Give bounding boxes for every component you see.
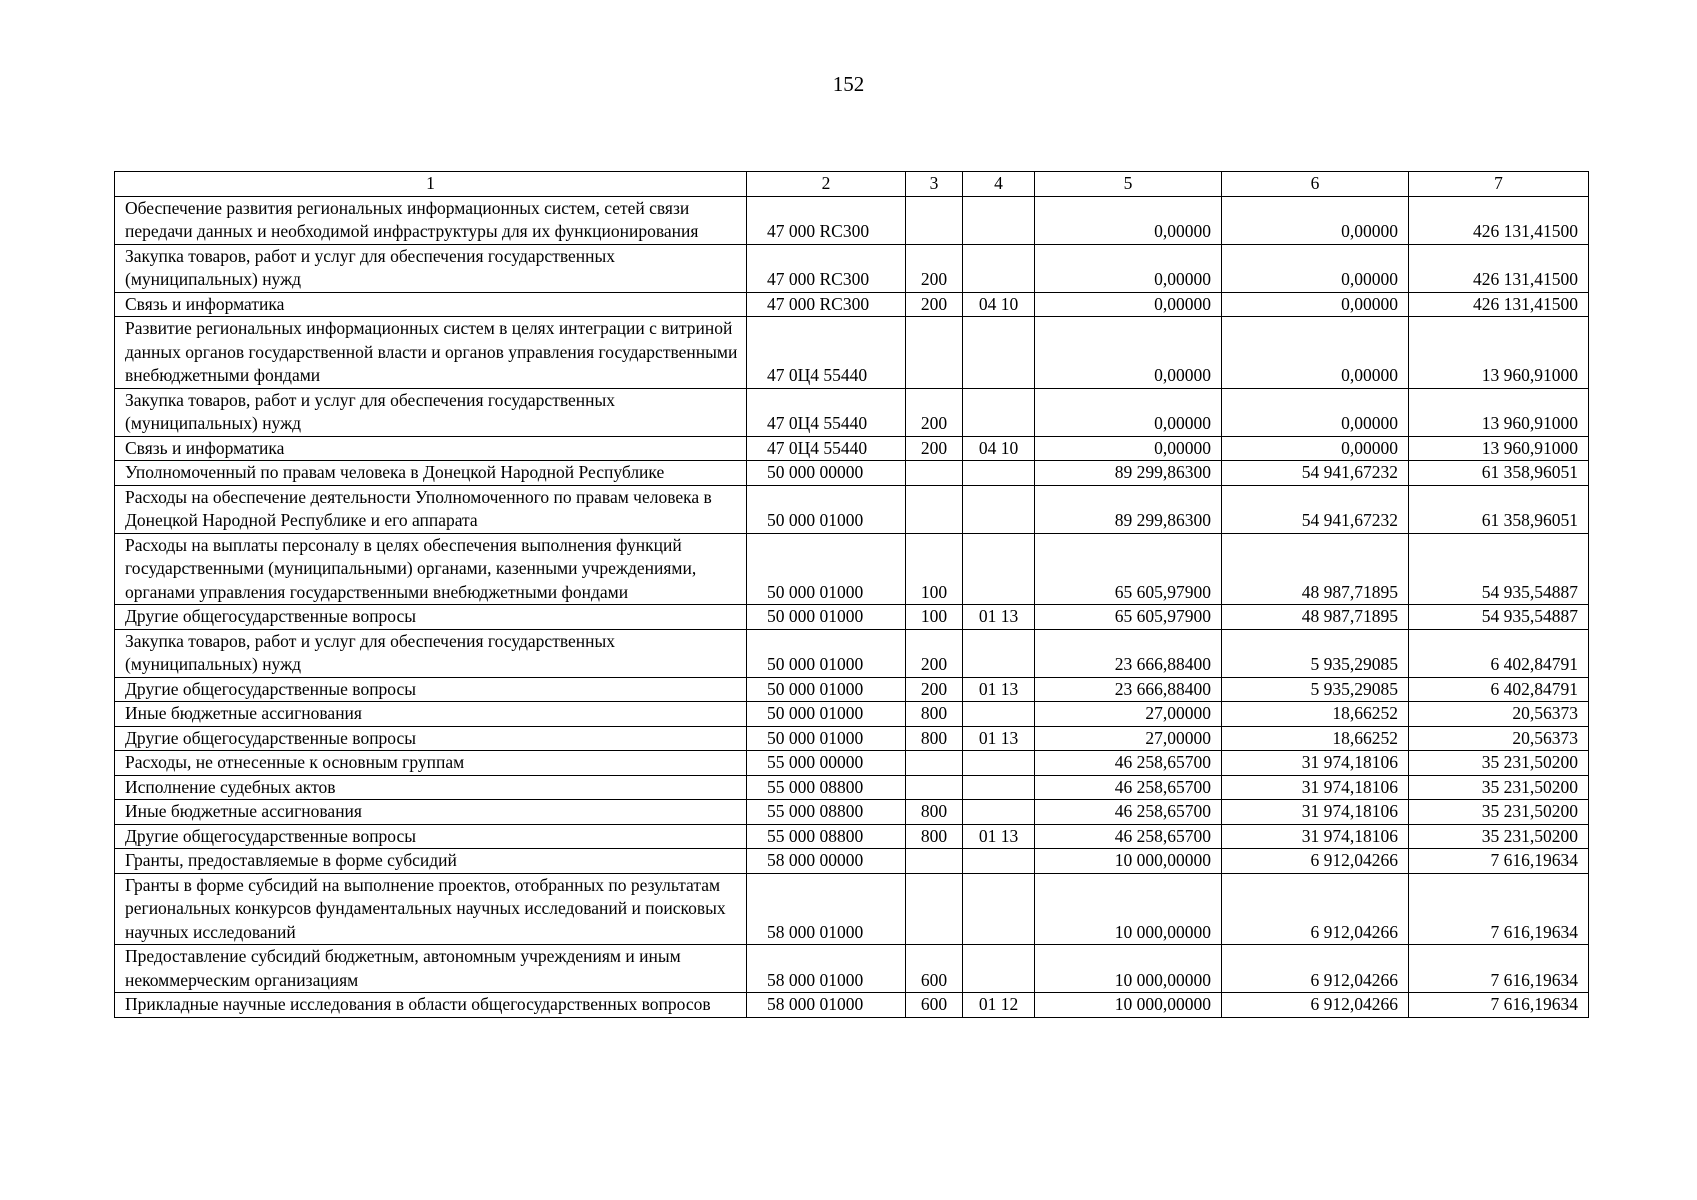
row-name-cell: Обеспечение развития региональных информационных систем, сетей связи передачи данных и необходимой инфраструктуры для их функционирования <box>115 196 747 244</box>
amount-col7-cell: 7 616,19634 <box>1409 945 1589 993</box>
budget-table <box>114 171 1589 1018</box>
amount-col7-cell: 35 231,50200 <box>1409 800 1589 825</box>
expense-type-cell <box>906 485 963 533</box>
section-code-cell <box>963 196 1035 244</box>
target-code-cell: 47 0Ц4 55440 <box>747 317 906 389</box>
expense-type-cell <box>906 317 963 389</box>
target-code-cell: 55 000 00000 <box>747 751 906 776</box>
table-row <box>115 605 1589 630</box>
amount-col6-cell: 54 941,67232 <box>1222 461 1409 486</box>
amount-col7-cell: 6 402,84791 <box>1409 629 1589 677</box>
table-row <box>115 873 1589 945</box>
section-code-cell: 01 13 <box>963 726 1035 751</box>
section-code-cell: 01 12 <box>963 993 1035 1018</box>
column-header-5: 5 <box>1035 172 1222 197</box>
amount-col6-cell: 31 974,18106 <box>1222 800 1409 825</box>
table-row <box>115 485 1589 533</box>
target-code-cell: 47 0Ц4 55440 <box>747 388 906 436</box>
amount-col5-cell: 10 000,00000 <box>1035 849 1222 874</box>
expense-type-cell: 800 <box>906 702 963 727</box>
amount-col5-cell: 10 000,00000 <box>1035 873 1222 945</box>
table-row <box>115 702 1589 727</box>
amount-col6-cell: 5 935,29085 <box>1222 629 1409 677</box>
section-code-cell <box>963 485 1035 533</box>
section-code-cell: 01 13 <box>963 677 1035 702</box>
row-name-cell: Исполнение судебных актов <box>115 775 747 800</box>
row-name-cell: Другие общегосударственные вопросы <box>115 726 747 751</box>
table-row <box>115 800 1589 825</box>
amount-col7-cell: 13 960,91000 <box>1409 388 1589 436</box>
column-header-7: 7 <box>1409 172 1589 197</box>
target-code-cell: 50 000 01000 <box>747 677 906 702</box>
amount-col6-cell: 48 987,71895 <box>1222 533 1409 605</box>
expense-type-cell: 200 <box>906 436 963 461</box>
amount-col7-cell: 20,56373 <box>1409 702 1589 727</box>
amount-col7-cell: 7 616,19634 <box>1409 993 1589 1018</box>
amount-col6-cell: 0,00000 <box>1222 317 1409 389</box>
section-code-cell <box>963 533 1035 605</box>
row-name-cell: Прикладные научные исследования в области общегосударственных вопросов <box>115 993 747 1018</box>
target-code-cell: 47 0Ц4 55440 <box>747 436 906 461</box>
expense-type-cell: 800 <box>906 726 963 751</box>
amount-col7-cell: 61 358,96051 <box>1409 461 1589 486</box>
row-name-cell: Уполномоченный по правам человека в Донецкой Народной Республике <box>115 461 747 486</box>
expense-type-cell <box>906 751 963 776</box>
section-code-cell <box>963 800 1035 825</box>
row-name-cell: Связь и информатика <box>115 436 747 461</box>
row-name-cell: Закупка товаров, работ и услуг для обеспечения государственных (муниципальных) нужд <box>115 244 747 292</box>
amount-col5-cell: 23 666,88400 <box>1035 677 1222 702</box>
target-code-cell: 47 000 RC300 <box>747 196 906 244</box>
amount-col6-cell: 31 974,18106 <box>1222 824 1409 849</box>
amount-col5-cell: 27,00000 <box>1035 702 1222 727</box>
section-code-cell <box>963 702 1035 727</box>
amount-col5-cell: 65 605,97900 <box>1035 605 1222 630</box>
amount-col5-cell: 10 000,00000 <box>1035 945 1222 993</box>
row-name-cell: Гранты в форме субсидий на выполнение проектов, отобранных по результатам региональных конкурсов фундаментальных научных исследований и поисковых научных исследований <box>115 873 747 945</box>
amount-col5-cell: 0,00000 <box>1035 388 1222 436</box>
expense-type-cell: 600 <box>906 993 963 1018</box>
amount-col7-cell: 426 131,41500 <box>1409 292 1589 317</box>
amount-col7-cell: 13 960,91000 <box>1409 317 1589 389</box>
table-row <box>115 629 1589 677</box>
amount-col7-cell: 35 231,50200 <box>1409 775 1589 800</box>
row-name-cell: Иные бюджетные ассигнования <box>115 702 747 727</box>
amount-col7-cell: 13 960,91000 <box>1409 436 1589 461</box>
table-row <box>115 775 1589 800</box>
target-code-cell: 50 000 01000 <box>747 702 906 727</box>
amount-col6-cell: 0,00000 <box>1222 388 1409 436</box>
row-name-cell: Другие общегосударственные вопросы <box>115 824 747 849</box>
column-header-2: 2 <box>747 172 906 197</box>
target-code-cell: 58 000 01000 <box>747 873 906 945</box>
section-code-cell <box>963 873 1035 945</box>
expense-type-cell: 200 <box>906 388 963 436</box>
target-code-cell: 58 000 01000 <box>747 993 906 1018</box>
amount-col6-cell: 31 974,18106 <box>1222 751 1409 776</box>
amount-col5-cell: 23 666,88400 <box>1035 629 1222 677</box>
table-row <box>115 292 1589 317</box>
amount-col6-cell: 0,00000 <box>1222 436 1409 461</box>
section-code-cell <box>963 388 1035 436</box>
target-code-cell: 47 000 RC300 <box>747 244 906 292</box>
amount-col7-cell: 7 616,19634 <box>1409 849 1589 874</box>
expense-type-cell: 600 <box>906 945 963 993</box>
expense-type-cell: 200 <box>906 629 963 677</box>
amount-col5-cell: 46 258,65700 <box>1035 751 1222 776</box>
table-row <box>115 436 1589 461</box>
row-name-cell: Закупка товаров, работ и услуг для обеспечения государственных (муниципальных) нужд <box>115 629 747 677</box>
amount-col5-cell: 0,00000 <box>1035 317 1222 389</box>
amount-col7-cell: 35 231,50200 <box>1409 751 1589 776</box>
amount-col6-cell: 48 987,71895 <box>1222 605 1409 630</box>
target-code-cell: 55 000 08800 <box>747 800 906 825</box>
expense-type-cell: 800 <box>906 824 963 849</box>
table-row <box>115 461 1589 486</box>
expense-type-cell <box>906 461 963 486</box>
amount-col7-cell: 61 358,96051 <box>1409 485 1589 533</box>
table-row <box>115 533 1589 605</box>
amount-col6-cell: 6 912,04266 <box>1222 993 1409 1018</box>
amount-col5-cell: 0,00000 <box>1035 196 1222 244</box>
amount-col7-cell: 54 935,54887 <box>1409 533 1589 605</box>
section-code-cell <box>963 945 1035 993</box>
table-row <box>115 945 1589 993</box>
section-code-cell <box>963 629 1035 677</box>
table-row <box>115 824 1589 849</box>
target-code-cell: 58 000 01000 <box>747 945 906 993</box>
row-name-cell: Иные бюджетные ассигнования <box>115 800 747 825</box>
amount-col7-cell: 426 131,41500 <box>1409 244 1589 292</box>
row-name-cell: Расходы на выплаты персоналу в целях обеспечения выполнения функций государственными (муниципальными) органами, казенными учреждениями, органами управления государственными внебюджетными фондами <box>115 533 747 605</box>
amount-col5-cell: 0,00000 <box>1035 436 1222 461</box>
expense-type-cell: 100 <box>906 605 963 630</box>
amount-col5-cell: 46 258,65700 <box>1035 824 1222 849</box>
amount-col7-cell: 20,56373 <box>1409 726 1589 751</box>
column-header-3: 3 <box>906 172 963 197</box>
page-number: 152 <box>832 72 865 96</box>
target-code-cell: 55 000 08800 <box>747 775 906 800</box>
amount-col5-cell: 89 299,86300 <box>1035 461 1222 486</box>
amount-col7-cell: 6 402,84791 <box>1409 677 1589 702</box>
target-code-cell: 58 000 00000 <box>747 849 906 874</box>
expense-type-cell <box>906 849 963 874</box>
amount-col5-cell: 10 000,00000 <box>1035 993 1222 1018</box>
expense-type-cell: 200 <box>906 677 963 702</box>
expense-type-cell <box>906 196 963 244</box>
row-name-cell: Другие общегосударственные вопросы <box>115 677 747 702</box>
section-code-cell: 04 10 <box>963 292 1035 317</box>
row-name-cell: Закупка товаров, работ и услуг для обеспечения государственных (муниципальных) нужд <box>115 388 747 436</box>
expense-type-cell: 800 <box>906 800 963 825</box>
target-code-cell: 50 000 01000 <box>747 629 906 677</box>
amount-col5-cell: 27,00000 <box>1035 726 1222 751</box>
section-code-cell: 01 13 <box>963 605 1035 630</box>
table-row <box>115 751 1589 776</box>
table-row <box>115 244 1589 292</box>
target-code-cell: 50 000 01000 <box>747 533 906 605</box>
target-code-cell: 55 000 08800 <box>747 824 906 849</box>
amount-col5-cell: 65 605,97900 <box>1035 533 1222 605</box>
section-code-cell: 04 10 <box>963 436 1035 461</box>
amount-col6-cell: 0,00000 <box>1222 196 1409 244</box>
target-code-cell: 47 000 RC300 <box>747 292 906 317</box>
amount-col6-cell: 18,66252 <box>1222 726 1409 751</box>
amount-col6-cell: 54 941,67232 <box>1222 485 1409 533</box>
column-header-1: 1 <box>115 172 747 197</box>
target-code-cell: 50 000 01000 <box>747 485 906 533</box>
expense-type-cell: 100 <box>906 533 963 605</box>
target-code-cell: 50 000 01000 <box>747 605 906 630</box>
table-body <box>115 196 1589 1017</box>
amount-col6-cell: 31 974,18106 <box>1222 775 1409 800</box>
table-row <box>115 388 1589 436</box>
target-code-cell: 50 000 01000 <box>747 726 906 751</box>
section-code-cell <box>963 775 1035 800</box>
table-row <box>115 196 1589 244</box>
section-code-cell <box>963 849 1035 874</box>
column-header-6: 6 <box>1222 172 1409 197</box>
table-row <box>115 849 1589 874</box>
row-name-cell: Связь и информатика <box>115 292 747 317</box>
expense-type-cell: 200 <box>906 244 963 292</box>
section-code-cell <box>963 461 1035 486</box>
table-row <box>115 677 1589 702</box>
amount-col5-cell: 0,00000 <box>1035 292 1222 317</box>
target-code-cell: 50 000 00000 <box>747 461 906 486</box>
column-header-4: 4 <box>963 172 1035 197</box>
table-header-row <box>115 172 1589 197</box>
row-name-cell: Гранты, предоставляемые в форме субсидий <box>115 849 747 874</box>
amount-col5-cell: 46 258,65700 <box>1035 800 1222 825</box>
expense-type-cell: 200 <box>906 292 963 317</box>
amount-col7-cell: 7 616,19634 <box>1409 873 1589 945</box>
amount-col6-cell: 6 912,04266 <box>1222 945 1409 993</box>
amount-col6-cell: 6 912,04266 <box>1222 873 1409 945</box>
section-code-cell <box>963 244 1035 292</box>
table-row <box>115 993 1589 1018</box>
table-row <box>115 726 1589 751</box>
row-name-cell: Расходы, не отнесенные к основным группам <box>115 751 747 776</box>
row-name-cell: Развитие региональных информационных систем в целях интеграции с витриной данных органов государственной власти и органов управления государственными внебюджетными фондами <box>115 317 747 389</box>
row-name-cell: Другие общегосударственные вопросы <box>115 605 747 630</box>
amount-col7-cell: 35 231,50200 <box>1409 824 1589 849</box>
amount-col7-cell: 426 131,41500 <box>1409 196 1589 244</box>
table-row <box>115 317 1589 389</box>
amount-col6-cell: 6 912,04266 <box>1222 849 1409 874</box>
row-name-cell: Расходы на обеспечение деятельности Уполномоченного по правам человека в Донецкой Народной Республике и его аппарата <box>115 485 747 533</box>
amount-col7-cell: 54 935,54887 <box>1409 605 1589 630</box>
amount-col5-cell: 89 299,86300 <box>1035 485 1222 533</box>
section-code-cell: 01 13 <box>963 824 1035 849</box>
row-name-cell: Предоставление субсидий бюджетным, автономным учреждениям и иным некоммерческим организациям <box>115 945 747 993</box>
amount-col6-cell: 18,66252 <box>1222 702 1409 727</box>
amount-col6-cell: 5 935,29085 <box>1222 677 1409 702</box>
amount-col6-cell: 0,00000 <box>1222 244 1409 292</box>
expense-type-cell <box>906 873 963 945</box>
amount-col6-cell: 0,00000 <box>1222 292 1409 317</box>
amount-col5-cell: 0,00000 <box>1035 244 1222 292</box>
section-code-cell <box>963 317 1035 389</box>
section-code-cell <box>963 751 1035 776</box>
amount-col5-cell: 46 258,65700 <box>1035 775 1222 800</box>
expense-type-cell <box>906 775 963 800</box>
